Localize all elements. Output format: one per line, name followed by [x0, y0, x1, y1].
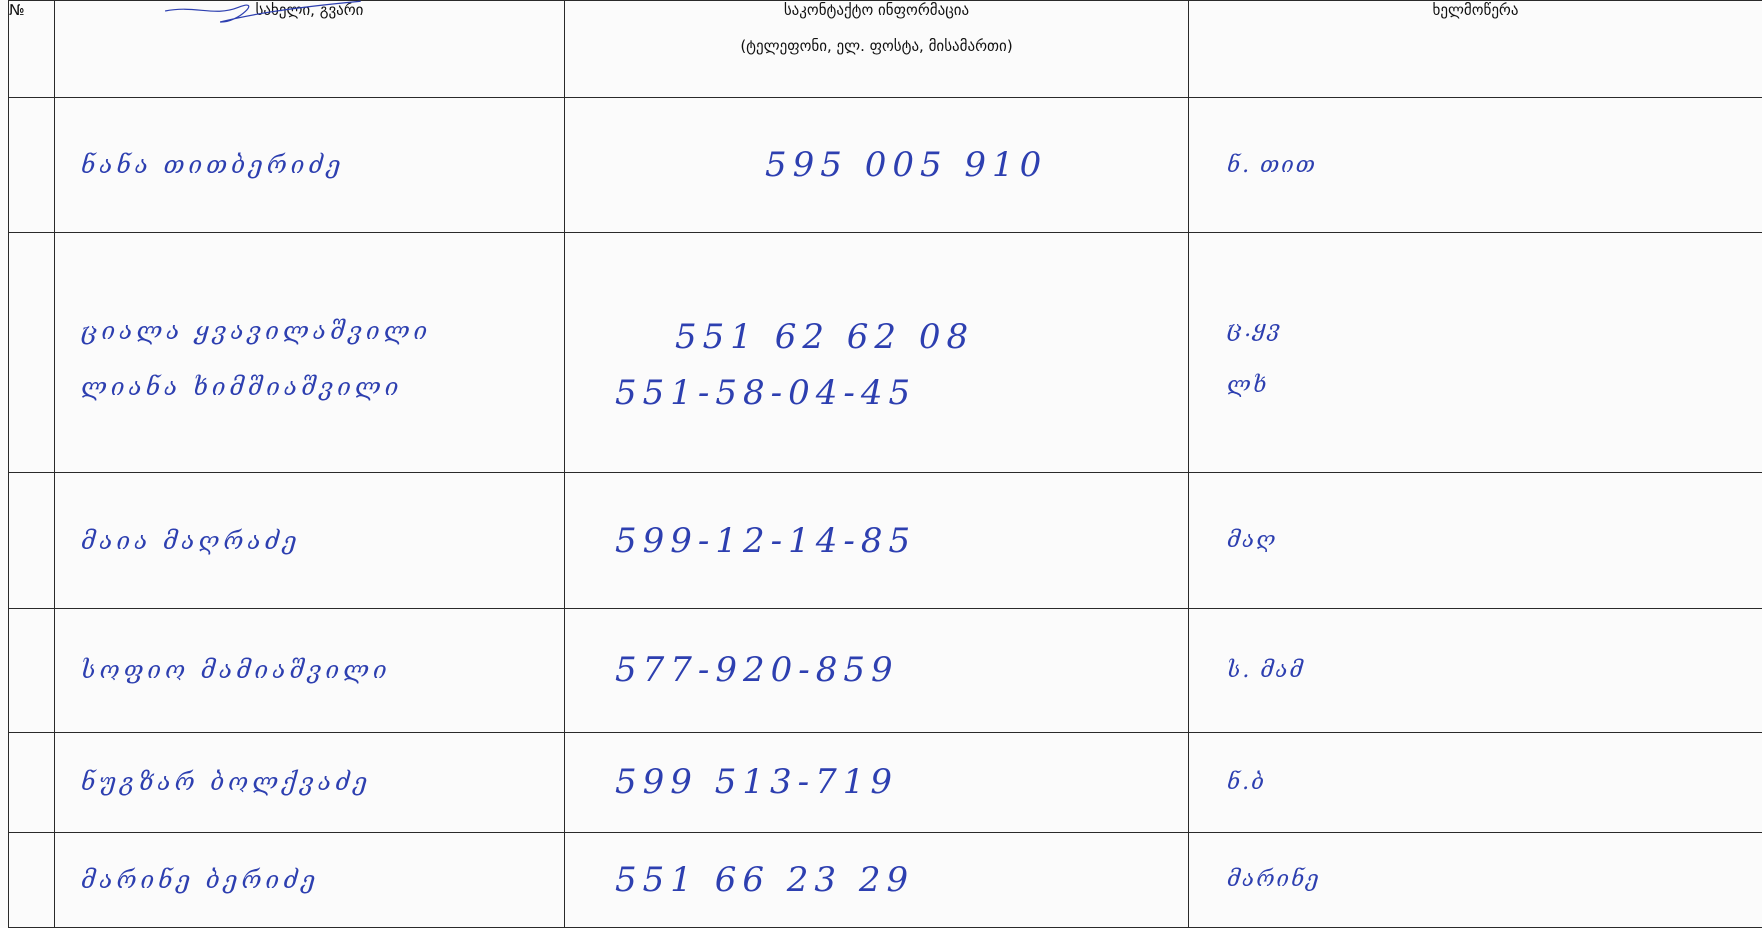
header-signature: ხელმოწერა: [1189, 1, 1762, 98]
handwritten-name: ნუგზარ ბოლქვაძე: [81, 768, 372, 797]
table-row: [9, 473, 1762, 608]
row-number: [9, 832, 55, 927]
row-contact-cell: [565, 233, 1189, 473]
row-signature-cell: [1189, 98, 1762, 233]
row-signature-cell: [1189, 732, 1762, 832]
handwritten-name: ლიანა ხიმშიაშვილი: [81, 372, 403, 401]
row-number: [9, 233, 55, 473]
header-name: სახელი, გვარი: [55, 1, 565, 98]
handwritten-name: სოფიო მამიაშვილი: [81, 656, 391, 685]
signature: ნ.ბ: [1227, 769, 1266, 795]
handwritten-name: ნანა თითბერიძე: [81, 151, 345, 180]
table-row: [9, 98, 1762, 233]
handwritten-phone: 595 005 910: [765, 145, 1048, 186]
handwritten-phone: 577-920-859: [615, 650, 899, 691]
row-number: [9, 473, 55, 608]
row-contact-cell: [565, 98, 1189, 233]
row-signature-cell: [1189, 233, 1762, 473]
signature-table: [8, 0, 1762, 928]
signature: ლხ: [1227, 372, 1269, 398]
row-contact-cell: [565, 832, 1189, 927]
handwritten-phone: 599-12-14-85: [615, 520, 917, 561]
row-number: [9, 608, 55, 732]
header-contact-subtitle: (ტელეფონი, ელ. ფოსტა, მისამართი): [740, 37, 1013, 55]
row-number: [9, 98, 55, 233]
row-name-cell: [55, 233, 565, 473]
handwritten-phone: 551 62 62 08: [675, 316, 975, 357]
signature: მაღ: [1227, 528, 1278, 554]
row-number: [9, 732, 55, 832]
row-name-cell: [55, 473, 565, 608]
row-name-cell: [55, 608, 565, 732]
table-row-group: [9, 233, 1762, 473]
handwritten-phone: 599 513-719: [615, 762, 898, 803]
row-signature-cell: [1189, 832, 1762, 927]
header-number: №: [9, 1, 55, 98]
table-row: [9, 732, 1762, 832]
header-contact: [565, 1, 1189, 98]
row-contact-cell: [565, 608, 1189, 732]
row-contact-cell: [565, 473, 1189, 608]
handwritten-name: მარინე ბერიძე: [81, 865, 320, 894]
header-contact-title: საკონტაქტო ინფორმაცია: [783, 1, 970, 19]
row-name-cell: [55, 98, 565, 233]
handwritten-phone: 551-58-04-45: [615, 372, 917, 413]
handwritten-phone: 551 66 23 29: [615, 859, 915, 900]
handwritten-name: მაია მაღრაძე: [81, 526, 301, 555]
row-signature-cell: [1189, 608, 1762, 732]
row-name-cell: [55, 732, 565, 832]
row-signature-cell: [1189, 473, 1762, 608]
table-row: [9, 608, 1762, 732]
signature: მარინე: [1227, 867, 1321, 893]
row-name-cell: [55, 832, 565, 927]
signature: ნ. თით: [1227, 152, 1317, 178]
signature: ც.ყვ: [1227, 316, 1283, 342]
signature: ს. მამ: [1227, 657, 1305, 683]
handwritten-name: ციალა ყვავილაშვილი: [81, 316, 432, 345]
table-row: [9, 832, 1762, 927]
row-contact-cell: [565, 732, 1189, 832]
